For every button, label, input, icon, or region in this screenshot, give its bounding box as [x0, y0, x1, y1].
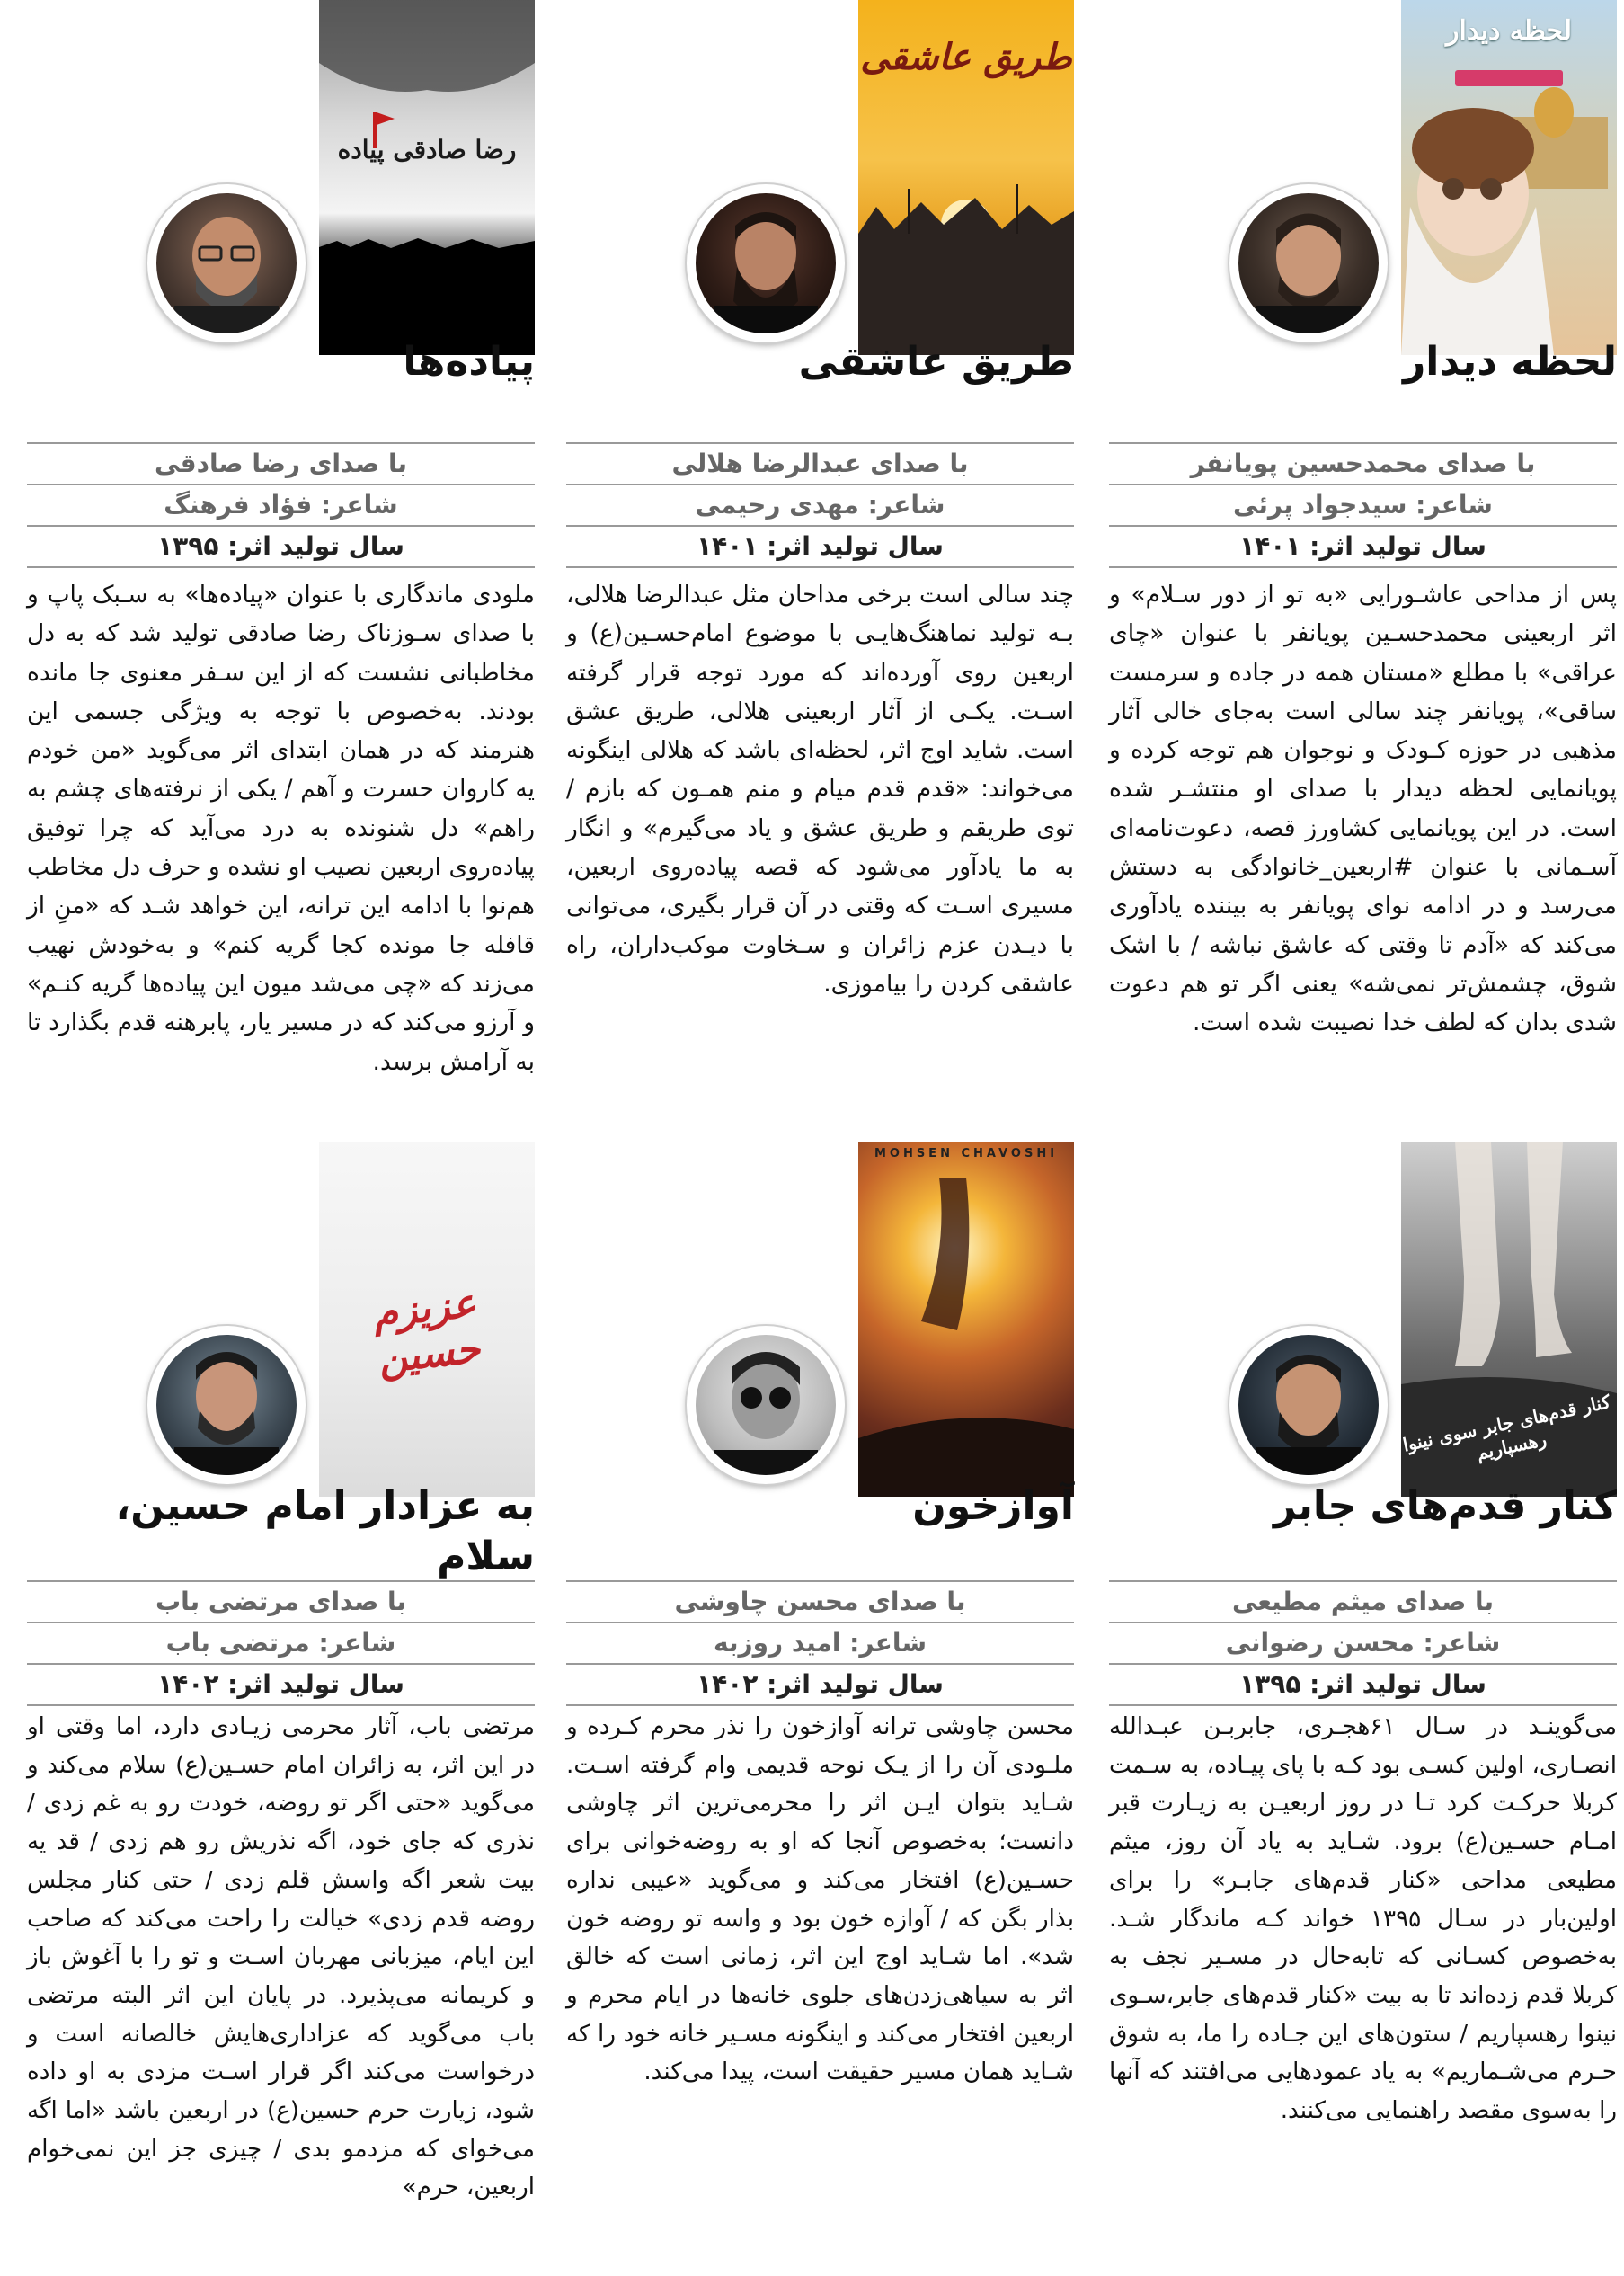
article-title: لحظه دیدار — [1402, 339, 1617, 385]
article-body: مرتضی باب، آثار محرمی زیـادی دارد، اما وقتی او در این اثر، به زائران امام حسـین(ع) سلام می‌کند و می‌گوید «حتی اگر تو روضه، خودت رو به غم زدی / نذری که جای خود، اگه نذریش رو هم زدی / قد یه بیت شعر اگه واسش قلم زدی / حتی کنار مجلس روضه قدم زدی» خیالت را راحت می‌کند که صاحب این ایام، میزبانی مهربان اسـت و تو را با آغوش باز و کریمانه می‌پذیرد. در پایان این اثر البته مرتضی باب می‌گوید که عزاداری‌هایش خالصانه است و درخواست می‌کند اگر قرار اسـت مزدی به او داده شود، زیارت حرم حسین(ع) در اربعین باشد «اما اگه می‌خوای که مزدمو بدی / چیزی جز این نمی‌خوام اربعین، حرم» — [27, 1713, 535, 2201]
singer-line: با صدای میثم مطیعی — [1109, 1580, 1617, 1622]
credits-box — [1109, 1580, 1617, 1706]
poster-image — [1401, 1142, 1617, 1497]
poet-line: شاعر: فؤاد فرهنگ — [27, 484, 535, 525]
poster-image — [319, 0, 535, 355]
article-body: ملودی ماندگاری با عنوان «پیاده‌ها» به سـبک پاپ و با صدای سـوزناک رضا صادقی تولید شد که به دل مخاطبانی نشست که از این سـفر معنوی جا مانده بودند. به‌خصوص با توجه به ویژگی جسمی این هنرمند که در همان ابتدای اثر می‌گوید «من خودم یه کاروان حسرت و آهم / یکی از نرفته‌های چشم به راهم» دل شنونده به درد می‌آید که چرا توفیق پیاده‌روی اربعین نصیب او نشده و حرف دل مخاطب هم‌نوا با ادامه این ترانه، این خواهد شـد که «منِ از قافله جا مونده کجا گریه کنم» و به‌خودش نهیب می‌زند که «چی می‌شد میون این پیاده‌ها گریه کنـم» و آرزو می‌کند که در مسیر یار، پابرهنه قدم بگذارد تا به آرامش برسد. — [27, 581, 535, 1076]
article-body: چند سالی است برخی مداحان مثل عبدالرضا هلالی، بـه تولید نماهنگ‌هایـی با موضوع امام‌حسـین(ع) و اربعین روی آورده‌اند که مورد توجه قرار گرفته اسـت. یکـی از آثار اربعینی هلالی، طریق عشق است. شاید اوج اثر، لحظه‌ای باشد که هلالی اینگونه می‌خواند: «قدم قدم میام و منم همـون که بازم / توی طریقم و طریق عشق و یاد می‌گیرم» و انگار به ما یادآور می‌شود که قصه پیاده‌روی اربعین، مسیری اسـت که وقتی در آن قرار بگیری، می‌توانی با دیـدن عزم زائران و سـخاوت موکب‌داران، راه عاشقی کردن را بیاموزی. — [566, 581, 1074, 998]
article-artwork — [27, 0, 535, 355]
avatar — [1229, 184, 1388, 342]
poster-title: طریق عاشقی — [860, 36, 1072, 78]
poet-line: شاعر: سیدجواد پرئی — [1109, 484, 1617, 525]
credits-box — [27, 442, 535, 568]
singer-line: با صدای عبدالرضا هلالی — [566, 442, 1074, 484]
article-artwork — [566, 0, 1074, 355]
poet-line: شاعر: مرتضی باب — [27, 1622, 535, 1663]
year-line: سال تولید اثر: ۱۴۰۲ — [566, 1663, 1074, 1706]
singer-line: با صدای محمدحسین پویانفر — [1109, 442, 1617, 484]
poet-line: شاعر: امید روزبه — [566, 1622, 1074, 1663]
poster-title: عزیزم حسین — [370, 1280, 483, 1382]
article-title: پیاده‌ها — [403, 339, 535, 385]
year-line: سال تولید اثر: ۱۴۰۲ — [27, 1663, 535, 1706]
article-title: طریق عاشقی — [798, 339, 1074, 385]
credits-box — [1109, 442, 1617, 568]
year-line: سال تولید اثر: ۱۴۰۱ — [1109, 525, 1617, 568]
credits-box — [566, 442, 1074, 568]
poster-image — [319, 1142, 535, 1497]
avatar — [687, 1326, 845, 1484]
poster-image — [858, 1142, 1074, 1497]
year-line: سال تولید اثر: ۱۴۰۱ — [566, 525, 1074, 568]
article-artwork — [566, 1142, 1074, 1497]
poet-line: شاعر: محسن رضوانی — [1109, 1622, 1617, 1663]
poster-title: کنار قدم‌های جابر سوی نینوا رهسپاریم — [1401, 1391, 1612, 1464]
poster-image — [858, 0, 1074, 355]
poster-title: رضا صادقی پیاده — [337, 135, 517, 164]
avatar — [687, 184, 845, 342]
avatar — [1229, 1326, 1388, 1484]
article-title: آوازخون — [912, 1483, 1074, 1529]
article-title: کنار قدم‌های جابر — [1273, 1483, 1617, 1529]
year-line: سال تولید اثر: ۱۳۹۵ — [1109, 1663, 1617, 1706]
article-body: پس از مداحی عاشـورایی «به تو از دور سـلام» و اثر اربعینی محمدحسـین پویانفر با عنوان «چای عراقی» با مطلع «مستان همه در جاده و سرمست ساقی»، پویانفر چند سالی است به‌جای خالی آثار مذهبی در حوزه کـودک و نوجوان هم توجه کرده و پویانمایی لحظه دیدار با صدای او منتشـر شده است. در این پویانمایی کشاورز قصه، دعوت‌نامه‌ای آسـمانی با عنوان #اربعین_خانوادگی به دستش می‌رسد و در ادامه نوای پویانفر به بیننده یادآوری می‌کند که «آدم تا وقتی که عاشق نباشه / با اشک شوق، چشمش‌تر نمی‌شه» یعنی اگر تو هم دعوت شدی بدان که لطف خدا نصیبت شده است. — [1109, 581, 1617, 1037]
avatar — [147, 184, 306, 342]
article-body: محسن چاوشی ترانه آوازخون را نذر محرم کـرده و ملـودی آن را از یـک نوحه قدیمی وام گرفته اسـت. شـاید بتوان ایـن اثر را محرمی‌ترین اثر چاوشی دانست؛ به‌خصوص آنجا که او به روضه‌خوانی برای حسـین(ع) افتخار می‌کند و می‌گوید «عیبی نداره بذار بگن که / آوازه خون بود و واسه تو روضه خون شد». اما شـاید اوج این اثر، زمانی است که خالق اثر به سیاهی‌زدن‌های جلوی خانه‌ها در ایام محرم و اربعین افتخار می‌کند و اینگونه مسـیر خانه خود را که شـاید همان مسیر حقیقت است، پیدا می‌کند. — [566, 1713, 1074, 2086]
article-title: به عزادار امام حسین، سلام — [115, 1483, 535, 1579]
poster-title: لحظه دیدار — [1446, 15, 1572, 47]
singer-line: با صدای رضا صادقی — [27, 442, 535, 484]
poet-line: شاعر: مهدی رحیمی — [566, 484, 1074, 525]
poster-hashtag-badge — [1455, 70, 1563, 86]
article-artwork — [1109, 0, 1617, 355]
avatar — [147, 1326, 306, 1484]
credits-box — [566, 1580, 1074, 1706]
singer-line: با صدای مرتضی باب — [27, 1580, 535, 1622]
singer-line: با صدای محسن چاوشی — [566, 1580, 1074, 1622]
article-artwork — [27, 1142, 535, 1497]
poster-title: MOHSEN CHAVOSHI — [874, 1147, 1059, 1160]
article-body: می‌گوینـد در سـال ۶۱هجـری، جابربـن عبـدالله انصـاری، اولین کسـی بود کـه با پای پیـاده، به سـمت کربلا حرکـت کرد تـا در روز اربعیـن به زیـارت قبر امـام حسـین(ع) برود. شـاید به یاد آن روز، میثم مطیعی مداحی «کنار قدم‌های جابـر» را برای اولین‌بار در سـال ۱۳۹۵ خواند کـه ماندگار شـد. به‌خصوص کسـانی که تابه‌حال در مسـیر نجف به کربلا قدم زده‌اند تا به بیت «کنار قدم‌های جابر،سـوی نینوا رهسپاریم / ستون‌های این جـاده را ما، به شوق حـرم می‌شـماریم» به یاد عمودهایی می‌افتند که آنها را به‌سوی مقصد راهنمایی می‌کنند. — [1109, 1713, 1617, 2125]
year-line: سال تولید اثر: ۱۳۹۵ — [27, 525, 535, 568]
credits-box — [27, 1580, 535, 1706]
poster-image — [1401, 0, 1617, 355]
article-artwork — [1109, 1142, 1617, 1497]
